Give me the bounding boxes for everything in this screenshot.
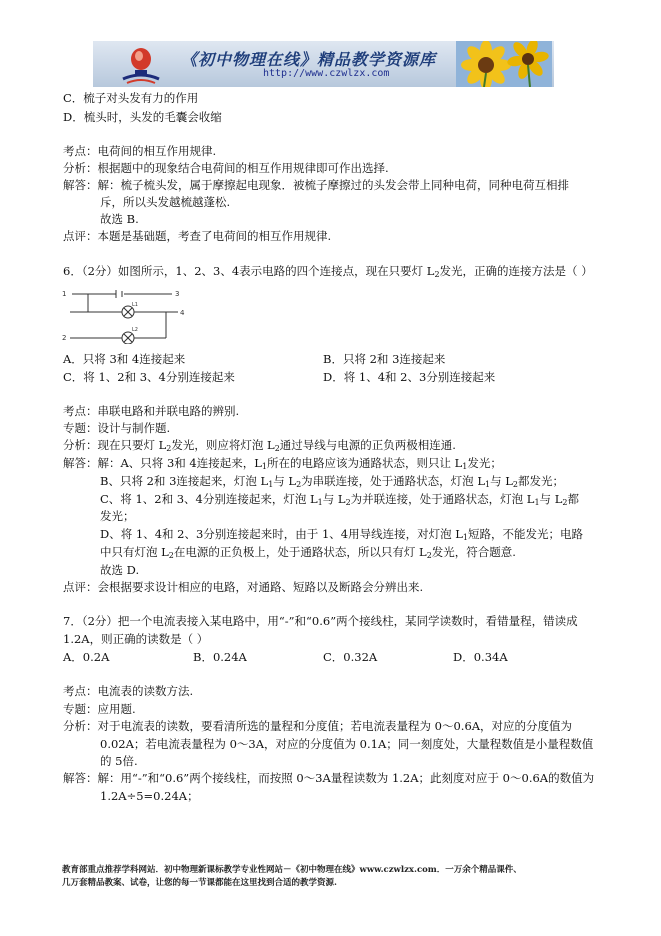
- q7-option-b: B．0.24A: [193, 650, 247, 664]
- q5-dianping: 点评：本题是基础题，考查了电荷间的相互作用规律.: [63, 229, 332, 243]
- site-title: 《初中物理在线》精品教学资源库: [181, 50, 437, 69]
- q6-jieda-d-cont: 中只有灯泡 $L_2$在电源的正负极上，处于通路状态，所以只有灯 $L_2$发光，符合题意.: [100, 545, 516, 560]
- footer-line-1: 教育部重点推荐学科网站．初中物理新课标教学专业性网站－《初中物理在线》www.czwlzx.com．一万余个精品课件、: [62, 865, 522, 875]
- q6-option-d: D．将 1、4和 2、3分别连接起来: [323, 370, 496, 384]
- q6-answer: 故选 D.: [100, 563, 140, 577]
- q6-fenxi: 分析：现在只要灯 $L_2$发光，则应将灯泡 $L_2$通过导线与电源的正负两极相连通.: [63, 438, 456, 453]
- q6-option-c: C．将 1、2和 3、4分别连接起来: [63, 370, 235, 384]
- q6-jieda-c-cont: 发光；: [100, 509, 135, 523]
- terminal-1: 1: [62, 290, 67, 298]
- q7-stem: 7．（2分）把一个电流表接入某电路中，用“-”和“0.6”两个接线柱，某同学读数时，看错量程，错读成: [63, 614, 578, 628]
- q6-jieda-d: D、将 1、4和 2、3分别连接起来时，由于 1、4用导线连接，对灯泡 $L_1$短路，不能发光；电路: [100, 527, 583, 542]
- q5-kaodian: 考点：电荷间的相互作用规律.: [63, 144, 217, 158]
- q7-fenxi-cont2: 的 5倍.: [100, 754, 138, 768]
- q6-stem: 6．（2分）如图所示，1、2、3、4表示电路的四个连接点，现在只要灯 $L_2$发光，正确的连接方法是（ ）: [63, 264, 593, 279]
- q7-option-a: A．0.2A: [63, 650, 110, 664]
- q6-kaodian: 考点：串联电路和并联电路的辨别.: [63, 404, 240, 418]
- q6-jieda-a: 解答：解：A、只将 3和 4连接起来，$L_1$所在的电路应该为通路状态，则只让 $L_1$发光；: [63, 456, 502, 471]
- q7-kaodian: 考点：电流表的读数方法.: [63, 684, 194, 698]
- footer-line-2: 几万套精品教案、试卷，让您的每一节课都能在这里找到合适的教学资源.: [62, 878, 337, 888]
- q7-fenxi: 分析：对于电流表的读数，要看清所选的量程和分度值；若电流表量程为 0～0.6A，对应的分度值为: [63, 719, 573, 733]
- q5-option-c: C．梳子对头发有力的作用: [63, 91, 199, 105]
- lamp-l1: [122, 302, 138, 318]
- q6-zhuanti: 专题：设计与制作题.: [63, 421, 171, 435]
- q7-jieda: 解答：解：用“-”和“0.6”两个接线柱，而按照 0～3A量程读数为 1.2A；此刻度对应于 0～0.6A的数值为: [63, 771, 595, 785]
- q7-jieda-cont: 1.2A÷5=0.24A；: [100, 789, 199, 803]
- q5-option-d: D．梳头时，头发的毛囊会收缩: [63, 110, 222, 124]
- svg-text:L2: L2: [132, 327, 138, 333]
- site-url[interactable]: http://www.czwlzx.com: [263, 68, 390, 79]
- lamp-l2: [122, 327, 138, 344]
- q5-fenxi: 分析：根据题中的现象结合电荷间的相互作用规律即可作出选择.: [63, 161, 389, 175]
- terminal-3: 3: [175, 290, 180, 298]
- lightbulb-logo-icon: [119, 45, 163, 85]
- terminal-2: 2: [62, 334, 67, 342]
- q6-jieda-b: B、只将 2和 3连接起来，灯泡 $L_1$与 $L_2$为串联连接，处于通路状态，灯泡 $L_1$与 $L_2$都发光；: [100, 474, 564, 489]
- site-banner: [93, 41, 554, 87]
- svg-text:L1: L1: [132, 302, 138, 308]
- terminal-4: 4: [180, 309, 185, 317]
- sunflower-icon: [456, 41, 552, 87]
- q7-zhuanti: 专题：应用题.: [63, 702, 136, 716]
- q5-jieda-cont: 斥，所以头发越梳越蓬松.: [100, 195, 231, 209]
- circuit-diagram: [60, 286, 195, 344]
- q7-option-c: C．0.32A: [323, 650, 378, 664]
- q5-answer: 故选 B.: [100, 212, 139, 226]
- q7-option-d: D．0.34A: [453, 650, 508, 664]
- q7-fenxi-cont: 0.02A；若电流表量程为 0～3A，对应的分度值为 0.1A；同一刻度处，大量程数值是小量程数值: [100, 737, 594, 751]
- q6-option-b: B．只将 2和 3连接起来: [323, 352, 446, 366]
- q5-jieda: 解答：解：梳子梳头发，属于摩擦起电现象．被梳子摩擦过的头发会带上同种电荷，同种电荷互相排: [63, 178, 569, 192]
- q7-stem-cont: 1.2A，则正确的读数是（ ）: [63, 632, 209, 646]
- q6-dianping: 点评：会根据要求设计相应的电路，对通路、短路以及断路会分辨出来.: [63, 580, 424, 594]
- q6-jieda-c: C、将 1、2和 3、4分别连接起来，灯泡 $L_1$与 $L_2$为并联连接，处于通路状态，灯泡 $L_1$与 $L_2$都: [100, 492, 579, 507]
- q6-option-a: A．只将 3和 4连接起来: [63, 352, 186, 366]
